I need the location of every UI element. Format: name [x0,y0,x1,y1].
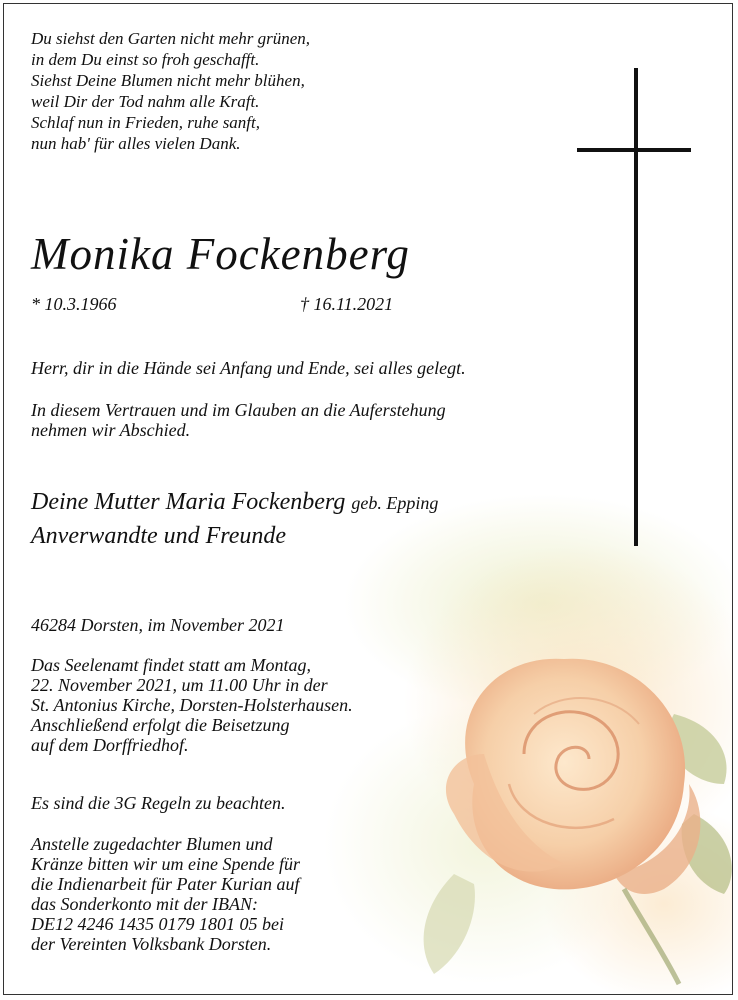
donation-line: DE12 4246 1435 0179 1801 05 bei [31,914,284,934]
mourner-maiden-name: geb. Epping [351,493,439,513]
service-line: St. Antonius Kirche, Dorsten-Holsterhausen. [31,695,353,715]
poem-line: Schlaf nun in Frieden, ruhe sanft, [31,113,261,132]
service-line: Das Seelenamt findet statt am Montag, [31,655,311,675]
birth-date: * 10.3.1966 [31,294,117,314]
rules-line: Es sind die 3G Regeln zu beachten. [31,793,286,813]
service-info [31,655,353,755]
obituary-card [3,3,733,995]
poem-line: nun hab' für alles vielen Dank. [31,134,241,153]
donation-line: Kränze bitten wir um eine Spende für [31,854,300,874]
cross-horizontal-bar [577,148,691,152]
farewell-statement [31,400,446,440]
poem-line: Siehst Deine Blumen nicht mehr blühen, [31,71,305,90]
donation-line: der Vereinten Volksbank Dorsten. [31,934,272,954]
deceased-name: Monika Fockenberg [31,229,410,279]
donation-line: das Sonderkonto mit der IBAN: [31,894,258,914]
donation-line: Anstelle zugedachter Blumen und [31,834,273,854]
rules-note [31,793,285,813]
farewell-line: nehmen wir Abschied. [31,420,191,440]
memorial-poem [31,28,310,154]
poem-line: weil Dir der Tod nahm alle Kraft. [31,92,260,111]
farewell-line: In diesem Vertrauen und im Glauben an die Auferstehung [31,400,446,420]
bible-verse: Herr, dir in die Hände sei Anfang und Ende, sei alles gelegt. [31,358,466,378]
poem-line: Du siehst den Garten nicht mehr grünen, [31,29,311,48]
mourner-name: Deine Mutter Maria Fockenberg [31,489,346,515]
poem-line: in dem Du einst so froh geschafft. [31,50,260,69]
service-line: 22. November 2021, um 11.00 Uhr in der [31,675,328,695]
mourner-mother [31,489,438,516]
cross-vertical-bar [634,68,638,546]
place-date: 46284 Dorsten, im November 2021 [31,615,285,635]
service-line: auf dem Dorffriedhof. [31,735,189,755]
death-date: † 16.11.2021 [300,294,394,314]
mourner-relatives: Anverwandte und Freunde [31,523,287,549]
donation-line: die Indienarbeit für Pater Kurian auf [31,874,300,894]
service-line: Anschließend erfolgt die Beisetzung [31,715,290,735]
donation-info [31,834,300,954]
